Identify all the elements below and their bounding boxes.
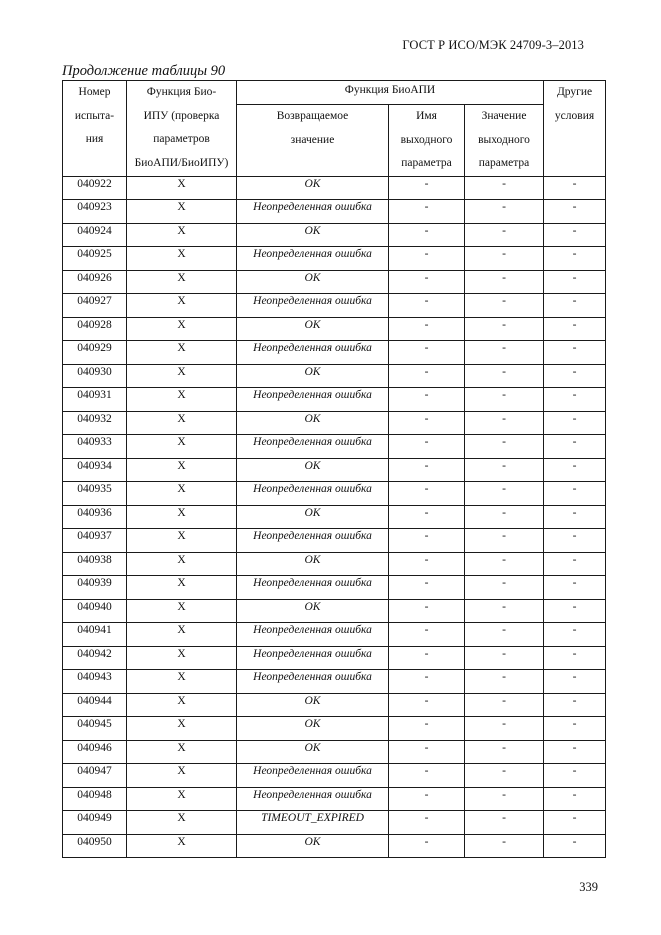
cell-output-param-value: -	[465, 317, 544, 341]
cell-return-value: OK	[237, 317, 389, 341]
cell-output-param-name: -	[389, 764, 465, 788]
cell-other-conditions: -	[544, 388, 606, 412]
cell-output-param-name: -	[389, 552, 465, 576]
cell-output-param-value: -	[465, 435, 544, 459]
table-row	[63, 576, 606, 600]
cell-output-param-name: -	[389, 364, 465, 388]
cell-output-param-value: -	[465, 717, 544, 741]
cell-output-param-name: -	[389, 740, 465, 764]
cell-output-param-name: -	[389, 529, 465, 553]
cell-bio-ipu: X	[127, 834, 237, 858]
cell-return-value: Неопределенная ошибка	[237, 787, 389, 811]
cell-test-number: 040930	[63, 364, 127, 388]
col-header-bioapi-function: Функция БиоАПИ	[237, 81, 544, 105]
col-header-bio-ipu: Функция Био- ИПУ (проверка параметров БиоАПИ/БиоИПУ)	[127, 81, 237, 177]
cell-output-param-name: -	[389, 599, 465, 623]
cell-output-param-value: -	[465, 388, 544, 412]
cell-test-number: 040932	[63, 411, 127, 435]
cell-other-conditions: -	[544, 811, 606, 835]
cell-return-value: OK	[237, 693, 389, 717]
table-row	[63, 341, 606, 365]
cell-other-conditions: -	[544, 247, 606, 271]
cell-output-param-name: -	[389, 717, 465, 741]
cell-bio-ipu: X	[127, 552, 237, 576]
table-row	[63, 482, 606, 506]
cell-return-value: OK	[237, 458, 389, 482]
cell-output-param-name: -	[389, 247, 465, 271]
cell-return-value: Неопределенная ошибка	[237, 623, 389, 647]
cell-return-value: OK	[237, 740, 389, 764]
cell-test-number: 040939	[63, 576, 127, 600]
cell-bio-ipu: X	[127, 529, 237, 553]
cell-output-param-value: -	[465, 552, 544, 576]
cell-bio-ipu: X	[127, 764, 237, 788]
cell-bio-ipu: X	[127, 176, 237, 200]
cell-output-param-name: -	[389, 623, 465, 647]
cell-output-param-name: -	[389, 646, 465, 670]
col-header-output-param-value: Значение выходного параметра	[465, 105, 544, 177]
col-header-test-number: Номер испыта- ния	[63, 81, 127, 177]
cell-bio-ipu: X	[127, 505, 237, 529]
cell-other-conditions: -	[544, 294, 606, 318]
cell-output-param-value: -	[465, 576, 544, 600]
cell-test-number: 040945	[63, 717, 127, 741]
cell-other-conditions: -	[544, 529, 606, 553]
cell-return-value: OK	[237, 552, 389, 576]
table-row	[63, 411, 606, 435]
cell-other-conditions: -	[544, 764, 606, 788]
col-header-return-value: Возвращаемое значение	[237, 105, 389, 177]
cell-test-number: 040934	[63, 458, 127, 482]
cell-other-conditions: -	[544, 576, 606, 600]
cell-test-number: 040936	[63, 505, 127, 529]
cell-return-value: OK	[237, 505, 389, 529]
cell-bio-ipu: X	[127, 670, 237, 694]
cell-bio-ipu: X	[127, 646, 237, 670]
table-row	[63, 529, 606, 553]
cell-bio-ipu: X	[127, 599, 237, 623]
cell-other-conditions: -	[544, 740, 606, 764]
cell-other-conditions: -	[544, 223, 606, 247]
cell-test-number: 040938	[63, 552, 127, 576]
cell-return-value: OK	[237, 270, 389, 294]
cell-output-param-name: -	[389, 270, 465, 294]
cell-output-param-value: -	[465, 693, 544, 717]
cell-bio-ipu: X	[127, 458, 237, 482]
table-row	[63, 223, 606, 247]
cell-output-param-value: -	[465, 505, 544, 529]
cell-return-value: Неопределенная ошибка	[237, 764, 389, 788]
cell-test-number: 040935	[63, 482, 127, 506]
cell-test-number: 040950	[63, 834, 127, 858]
cell-test-number: 040943	[63, 670, 127, 694]
cell-output-param-value: -	[465, 176, 544, 200]
cell-other-conditions: -	[544, 482, 606, 506]
cell-bio-ipu: X	[127, 717, 237, 741]
cell-return-value: Неопределенная ошибка	[237, 294, 389, 318]
table-row	[63, 176, 606, 200]
cell-output-param-name: -	[389, 834, 465, 858]
table-row	[63, 764, 606, 788]
cell-output-param-value: -	[465, 811, 544, 835]
cell-other-conditions: -	[544, 717, 606, 741]
cell-bio-ipu: X	[127, 811, 237, 835]
table-row	[63, 693, 606, 717]
cell-return-value: Неопределенная ошибка	[237, 576, 389, 600]
cell-output-param-name: -	[389, 317, 465, 341]
table-row	[63, 717, 606, 741]
cell-test-number: 040924	[63, 223, 127, 247]
cell-test-number: 040926	[63, 270, 127, 294]
cell-return-value: OK	[237, 223, 389, 247]
table-row	[63, 200, 606, 224]
cell-return-value: OK	[237, 717, 389, 741]
table-row	[63, 317, 606, 341]
table-row	[63, 458, 606, 482]
cell-other-conditions: -	[544, 341, 606, 365]
cell-bio-ipu: X	[127, 341, 237, 365]
cell-output-param-name: -	[389, 693, 465, 717]
cell-other-conditions: -	[544, 270, 606, 294]
cell-bio-ipu: X	[127, 411, 237, 435]
cell-output-param-name: -	[389, 787, 465, 811]
cell-output-param-name: -	[389, 458, 465, 482]
page-number: 339	[579, 880, 598, 894]
table-row	[63, 670, 606, 694]
cell-bio-ipu: X	[127, 693, 237, 717]
cell-output-param-value: -	[465, 623, 544, 647]
cell-test-number: 040941	[63, 623, 127, 647]
cell-output-param-value: -	[465, 223, 544, 247]
cell-test-number: 040927	[63, 294, 127, 318]
cell-test-number: 040923	[63, 200, 127, 224]
cell-test-number: 040947	[63, 764, 127, 788]
cell-other-conditions: -	[544, 646, 606, 670]
table-row	[63, 552, 606, 576]
cell-test-number: 040929	[63, 341, 127, 365]
cell-test-number: 040928	[63, 317, 127, 341]
cell-bio-ipu: X	[127, 223, 237, 247]
cell-return-value: Неопределенная ошибка	[237, 200, 389, 224]
cell-bio-ipu: X	[127, 623, 237, 647]
cell-output-param-name: -	[389, 388, 465, 412]
cell-return-value: OK	[237, 364, 389, 388]
cell-output-param-name: -	[389, 811, 465, 835]
cell-output-param-name: -	[389, 294, 465, 318]
cell-output-param-name: -	[389, 176, 465, 200]
cell-output-param-name: -	[389, 223, 465, 247]
cell-output-param-name: -	[389, 670, 465, 694]
cell-output-param-value: -	[465, 458, 544, 482]
cell-bio-ipu: X	[127, 270, 237, 294]
table-row	[63, 834, 606, 858]
cell-output-param-value: -	[465, 482, 544, 506]
cell-output-param-name: -	[389, 505, 465, 529]
cell-output-param-value: -	[465, 670, 544, 694]
cell-other-conditions: -	[544, 411, 606, 435]
cell-return-value: OK	[237, 599, 389, 623]
table-row	[63, 294, 606, 318]
cell-other-conditions: -	[544, 834, 606, 858]
cell-output-param-value: -	[465, 787, 544, 811]
cell-output-param-value: -	[465, 247, 544, 271]
cell-output-param-value: -	[465, 364, 544, 388]
cell-test-number: 040942	[63, 646, 127, 670]
table-row	[63, 623, 606, 647]
table-row	[63, 811, 606, 835]
cell-other-conditions: -	[544, 787, 606, 811]
cell-bio-ipu: X	[127, 388, 237, 412]
table-row	[63, 787, 606, 811]
document-header: ГОСТ Р ИСО/МЭК 24709-3–2013	[402, 38, 584, 52]
cell-return-value: Неопределенная ошибка	[237, 482, 389, 506]
cell-bio-ipu: X	[127, 364, 237, 388]
cell-output-param-name: -	[389, 341, 465, 365]
cell-bio-ipu: X	[127, 740, 237, 764]
cell-other-conditions: -	[544, 670, 606, 694]
cell-output-param-name: -	[389, 200, 465, 224]
table-row	[63, 247, 606, 271]
cell-other-conditions: -	[544, 200, 606, 224]
cell-other-conditions: -	[544, 458, 606, 482]
cell-output-param-value: -	[465, 341, 544, 365]
table-row	[63, 435, 606, 459]
cell-return-value: Неопределенная ошибка	[237, 670, 389, 694]
cell-test-number: 040937	[63, 529, 127, 553]
cell-output-param-value: -	[465, 764, 544, 788]
cell-test-number: 040948	[63, 787, 127, 811]
cell-test-number: 040944	[63, 693, 127, 717]
col-header-other-conditions: Другие условия	[544, 81, 606, 177]
cell-bio-ipu: X	[127, 576, 237, 600]
cell-output-param-value: -	[465, 834, 544, 858]
cell-bio-ipu: X	[127, 482, 237, 506]
cell-bio-ipu: X	[127, 247, 237, 271]
cell-test-number: 040925	[63, 247, 127, 271]
cell-return-value: Неопределенная ошибка	[237, 529, 389, 553]
table-row	[63, 270, 606, 294]
cell-output-param-value: -	[465, 740, 544, 764]
table-row	[63, 740, 606, 764]
test-results-table	[62, 80, 606, 858]
cell-return-value: Неопределенная ошибка	[237, 646, 389, 670]
cell-output-param-name: -	[389, 411, 465, 435]
cell-test-number: 040946	[63, 740, 127, 764]
cell-output-param-value: -	[465, 529, 544, 553]
cell-output-param-name: -	[389, 576, 465, 600]
table-row	[63, 505, 606, 529]
cell-return-value: OK	[237, 176, 389, 200]
cell-test-number: 040949	[63, 811, 127, 835]
cell-bio-ipu: X	[127, 435, 237, 459]
cell-output-param-value: -	[465, 646, 544, 670]
table-row	[63, 646, 606, 670]
cell-bio-ipu: X	[127, 200, 237, 224]
cell-return-value: Неопределенная ошибка	[237, 388, 389, 412]
cell-bio-ipu: X	[127, 317, 237, 341]
cell-other-conditions: -	[544, 435, 606, 459]
cell-test-number: 040922	[63, 176, 127, 200]
cell-return-value: Неопределенная ошибка	[237, 247, 389, 271]
table-caption: Продолжение таблицы 90	[62, 63, 226, 79]
cell-return-value: TIMEOUT_EXPIRED	[237, 811, 389, 835]
cell-output-param-value: -	[465, 270, 544, 294]
table-row	[63, 599, 606, 623]
cell-output-param-name: -	[389, 435, 465, 459]
cell-bio-ipu: X	[127, 787, 237, 811]
cell-other-conditions: -	[544, 364, 606, 388]
cell-output-param-value: -	[465, 294, 544, 318]
cell-output-param-value: -	[465, 411, 544, 435]
cell-return-value: Неопределенная ошибка	[237, 435, 389, 459]
cell-return-value: OK	[237, 411, 389, 435]
cell-output-param-name: -	[389, 482, 465, 506]
cell-other-conditions: -	[544, 552, 606, 576]
cell-bio-ipu: X	[127, 294, 237, 318]
cell-test-number: 040940	[63, 599, 127, 623]
cell-test-number: 040931	[63, 388, 127, 412]
cell-output-param-value: -	[465, 200, 544, 224]
cell-other-conditions: -	[544, 693, 606, 717]
table-row	[63, 364, 606, 388]
cell-other-conditions: -	[544, 317, 606, 341]
cell-other-conditions: -	[544, 176, 606, 200]
cell-output-param-value: -	[465, 599, 544, 623]
cell-test-number: 040933	[63, 435, 127, 459]
table-row	[63, 388, 606, 412]
cell-other-conditions: -	[544, 505, 606, 529]
cell-return-value: Неопределенная ошибка	[237, 341, 389, 365]
col-header-output-param-name: Имя выходного параметра	[389, 105, 465, 177]
cell-other-conditions: -	[544, 623, 606, 647]
cell-return-value: OK	[237, 834, 389, 858]
cell-other-conditions: -	[544, 599, 606, 623]
